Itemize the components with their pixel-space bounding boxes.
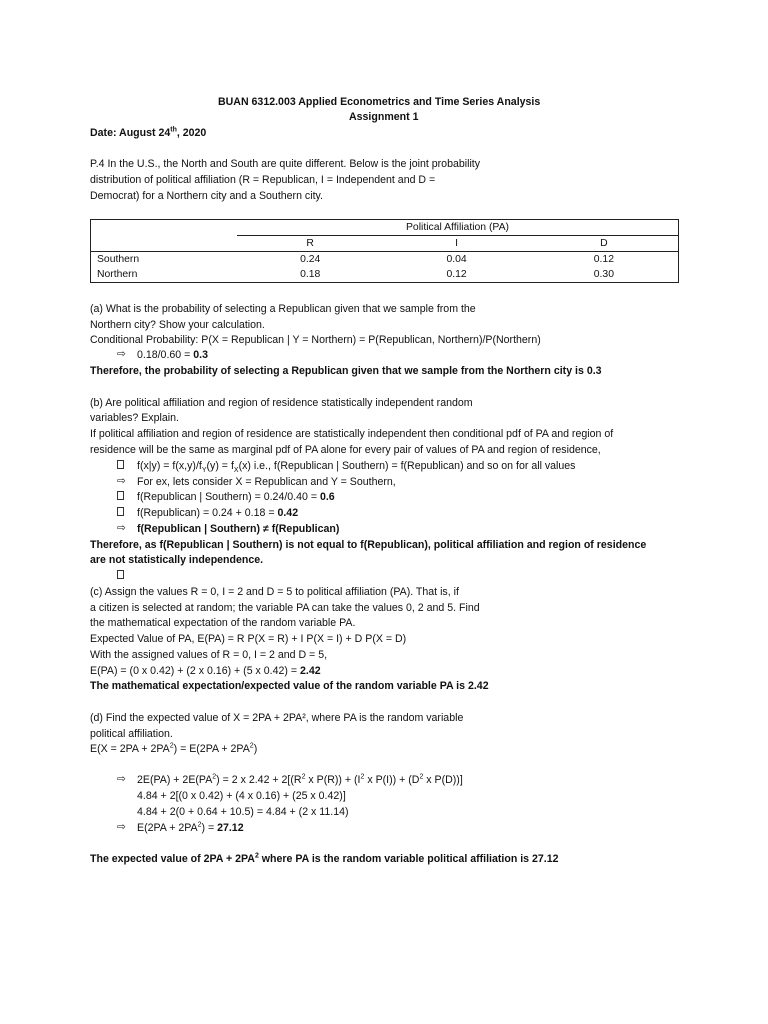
arrow-icon: ⇨ bbox=[117, 348, 126, 360]
part-b-bullet-4 bbox=[137, 506, 298, 521]
part-c-conclusion: The mathematical expectation/expected value of the random variable PA is 2.42 bbox=[90, 680, 489, 692]
part-c-question-1: (c) Assign the values R = 0, I = 2 and D = 5 to political affiliation (PA). That is, if bbox=[90, 586, 459, 598]
arrow-icon: ⇨ bbox=[117, 821, 126, 833]
arrow-icon: ⇨ bbox=[117, 475, 126, 487]
assignment-title: Assignment 1 bbox=[349, 111, 419, 123]
conclusion-b: where PA is the random variable political affiliation is 27.12 bbox=[258, 853, 559, 865]
joint-probability-table bbox=[90, 219, 679, 283]
table-corner bbox=[91, 220, 238, 236]
eq-text: E(X = 2PA + 2PA bbox=[90, 743, 170, 755]
part-b-explanation-2: residence will be the same as marginal pdf of PA alone for every pair of values of PA and region of residence, bbox=[90, 444, 601, 456]
part-c-question-3: the mathematical expectation of the random variable PA. bbox=[90, 617, 356, 629]
conclusion-sup: 2 bbox=[254, 852, 259, 860]
bullet-3-result: 0.6 bbox=[319, 491, 335, 503]
square-bullet-icon bbox=[117, 459, 131, 471]
part-a-calc-result: 0.3 bbox=[193, 349, 208, 361]
step-1-sup: 2 bbox=[360, 773, 365, 781]
part-c-question-2: a citizen is selected at random; the variable PA can take the values 0, 2 and 5. Find bbox=[90, 602, 480, 614]
step-4-sup: 2 bbox=[197, 821, 202, 829]
step-4-result: 27.12 bbox=[217, 822, 244, 834]
step-1-e: x P(D))] bbox=[423, 774, 463, 786]
step-1-sup: 2 bbox=[301, 773, 306, 781]
date-year: , 2020 bbox=[176, 127, 207, 139]
table-row bbox=[91, 252, 679, 268]
bullet-4-result: 0.42 bbox=[277, 507, 299, 519]
part-b-conclusion-1: Therefore, as f(Republican | Southern) is not equal to f(Republican), political affiliation and region of residence bbox=[90, 539, 647, 551]
part-b-question-2: variables? Explain. bbox=[90, 412, 179, 424]
eq-sup: 2 bbox=[249, 742, 254, 750]
part-d-question-2: political affiliation. bbox=[90, 728, 173, 740]
square-bullet-icon bbox=[117, 506, 131, 518]
square-bullet-icon bbox=[117, 490, 131, 502]
part-b-bullet-5: f(Republican | Southern) ≠ f(Republican) bbox=[137, 523, 340, 535]
part-b-explanation-1: If political affiliation and region of residence are statistically independent then conditional pdf of PA and region of bbox=[90, 428, 614, 440]
part-b-conclusion-2: are not statistically independence. bbox=[90, 554, 264, 566]
bullet-1-sub-x: X bbox=[233, 467, 239, 475]
date-line bbox=[90, 127, 206, 139]
intro-line-1: P.4 In the U.S., the North and South are quite different. Below is the joint probability bbox=[90, 158, 481, 170]
step-1-c: x P(R)) + (I bbox=[305, 774, 361, 786]
table-cell: 0.12 bbox=[530, 252, 679, 268]
table-cell: 0.18 bbox=[237, 267, 383, 283]
eq-end: ) bbox=[253, 743, 258, 755]
bullet-1-sub-y: Y bbox=[201, 467, 207, 475]
table-empty-header bbox=[91, 236, 238, 252]
part-b-question-1: (b) Are political affiliation and region of residence statistically independent random bbox=[90, 397, 473, 409]
table-cell: 0.30 bbox=[530, 267, 679, 283]
bullet-4-text: f(Republican) = 0.24 + 0.18 = bbox=[137, 507, 278, 519]
table-col-header: R bbox=[237, 236, 383, 252]
part-d-equation bbox=[90, 742, 257, 757]
square-bullet-icon bbox=[117, 569, 131, 581]
table-cell: 0.24 bbox=[300, 254, 321, 265]
bullet-1-mid: (y) = f bbox=[206, 460, 234, 472]
part-d-question-1: (d) Find the expected value of X = 2PA + 2PA², where PA is the random variable bbox=[90, 712, 464, 724]
part-c-calc-text: E(PA) = (0 x 0.42) + (2 x 0.16) + (5 x 0.42) = bbox=[90, 665, 301, 677]
bullet-3-text: f(Republican | Southern) = 0.24/0.40 = bbox=[137, 491, 320, 503]
date-superscript: th bbox=[170, 126, 177, 134]
step-1-sup: 2 bbox=[419, 773, 424, 781]
part-c-calc bbox=[90, 664, 321, 679]
arrow-icon: ⇨ bbox=[117, 773, 126, 785]
part-d-step-1 bbox=[137, 773, 463, 788]
row-label: Northern bbox=[91, 267, 238, 283]
part-b-bullet-2: For ex, lets consider X = Republican and Y = Southern, bbox=[137, 476, 396, 488]
part-d-step-2: 4.84 + 2[(0 x 0.42) + (4 x 0.16) + (25 x 0.42)] bbox=[137, 790, 346, 802]
part-b-bullet-1 bbox=[137, 459, 575, 474]
intro-line-3: Democrat) for a Northern city and a Southern city. bbox=[90, 190, 323, 202]
step-1-b: ) = 2 x 2.42 + 2[(R bbox=[216, 774, 302, 786]
part-a-conclusion: Therefore, the probability of selecting a Republican given that we sample from the Northern city is 0.3 bbox=[90, 365, 602, 377]
table-group-header: Political Affiliation (PA) bbox=[237, 220, 679, 236]
bullet-1-end: (x) i.e., f(Republican | Southern) = f(Republican) and so on for all values bbox=[238, 460, 576, 472]
bullet-1-text: f(x|y) = f(x,y)/f bbox=[137, 460, 202, 472]
course-title: BUAN 6312.003 Applied Econometrics and Time Series Analysis bbox=[218, 96, 541, 108]
part-a-calc-text: 0.18/0.60 = bbox=[137, 349, 194, 361]
part-c-calc-result: 2.42 bbox=[300, 665, 321, 677]
step-4-text: E(2PA + 2PA bbox=[137, 822, 198, 834]
eq-mid: ) = E(2PA + 2PA bbox=[173, 743, 250, 755]
table-cell: 0.04 bbox=[446, 254, 467, 265]
part-c-expected-value: Expected Value of PA, E(PA) = R P(X = R) + I P(X = I) + D P(X = D) bbox=[90, 633, 407, 645]
part-b-bullet-3 bbox=[137, 490, 335, 505]
arrow-icon: ⇨ bbox=[117, 522, 126, 534]
part-c-assigned: With the assigned values of R = 0, I = 2 and D = 5, bbox=[90, 649, 328, 661]
conclusion-a: The expected value of 2PA + 2PA bbox=[90, 853, 255, 865]
part-d-step-3: 4.84 + 2(0 + 0.64 + 10.5) = 4.84 + (2 x 11.14) bbox=[137, 806, 349, 818]
part-a-question-2: Northern city? Show your calculation. bbox=[90, 319, 265, 331]
table-col-header: D bbox=[530, 236, 679, 252]
part-d-step-4 bbox=[137, 821, 244, 836]
part-a-conditional: Conditional Probability: P(X = Republican | Y = Northern) = P(Republican, Northern)/P(Northern) bbox=[90, 334, 541, 346]
step-4-mid: ) = bbox=[201, 822, 218, 834]
part-a-question-1: (a) What is the probability of selecting a Republican given that we sample from the bbox=[90, 303, 476, 315]
step-1-d: x P(I)) + (D bbox=[364, 774, 420, 786]
part-d-conclusion bbox=[90, 852, 559, 867]
table-row bbox=[91, 267, 679, 283]
row-label: Southern bbox=[91, 252, 238, 268]
step-1-sup: 2 bbox=[212, 773, 217, 781]
date-text: Date: August 24 bbox=[90, 127, 171, 139]
step-1-a: 2E(PA) + 2E(PA bbox=[137, 774, 213, 786]
part-a-calc bbox=[137, 348, 208, 363]
intro-line-2: distribution of political affiliation (R = Republican, I = Independent and D = bbox=[90, 174, 436, 186]
table-cell: 0.12 bbox=[383, 267, 529, 283]
table-col-header: I bbox=[383, 236, 529, 252]
eq-sup: 2 bbox=[169, 742, 174, 750]
